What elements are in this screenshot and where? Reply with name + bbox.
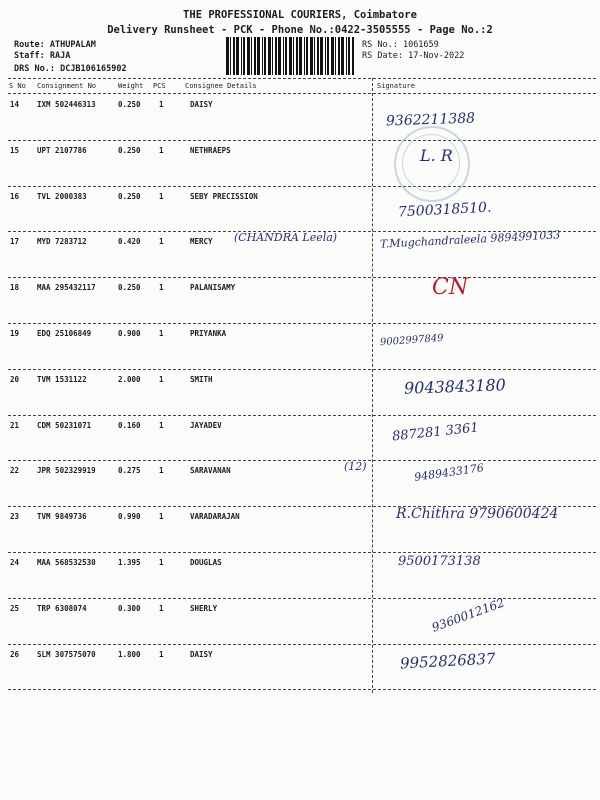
- col-consignment: Consignment No: [37, 82, 97, 90]
- barcode-bar: [278, 37, 281, 75]
- row-separator: [8, 369, 596, 370]
- row-pcs: 1: [159, 237, 164, 247]
- barcode-bar: [317, 37, 319, 75]
- barcode-bar: [264, 37, 266, 75]
- row-weight: 0.250: [118, 145, 141, 155]
- barcode-bar: [325, 37, 326, 75]
- row-weight: 0.160: [118, 420, 141, 430]
- row-weight: 0.275: [118, 466, 141, 476]
- barcode-bar: [243, 37, 245, 75]
- row-weight: 0.900: [118, 329, 141, 338]
- row-separator: [8, 689, 596, 690]
- row-consignment-no: UPT 2107786: [37, 145, 87, 155]
- row-consignment-no: EDQ 25106849: [37, 329, 92, 338]
- row-sno: 19: [10, 329, 20, 338]
- barcode-bar: [310, 37, 313, 75]
- table-header-rule: [8, 93, 596, 94]
- drs-label: DRS No.:: [14, 64, 55, 74]
- row-weight: 2.000: [118, 374, 141, 384]
- barcode-bar: [304, 37, 305, 75]
- row-pcs: 1: [159, 466, 164, 476]
- row-sno: 26: [10, 649, 20, 659]
- row-separator: [8, 323, 596, 324]
- barcode-bar: [241, 37, 242, 75]
- barcode-bar: [268, 37, 271, 75]
- row-weight: 0.990: [118, 512, 141, 522]
- signature: 9002997849: [379, 332, 444, 349]
- row-pcs: 1: [159, 329, 164, 338]
- rs-date-label: RS Date:: [362, 51, 403, 61]
- barcode-bar: [314, 37, 315, 75]
- row-consignment-no: JPR 502329919: [37, 466, 96, 476]
- row-sno: 15: [10, 145, 20, 155]
- row-separator: [8, 140, 596, 141]
- row-consignee: SMITH: [190, 374, 213, 384]
- row-pcs: 1: [159, 374, 164, 384]
- row-pcs: 1: [159, 420, 164, 430]
- row-consignment-no: TRP 6308074: [37, 603, 87, 613]
- barcode-bar: [230, 37, 231, 75]
- barcode-bar: [257, 37, 260, 75]
- row-sno: 16: [10, 191, 20, 201]
- route-row: [14, 40, 96, 50]
- signature: 9489433176: [413, 461, 485, 485]
- row-pcs: 1: [159, 191, 164, 201]
- barcode-bar: [320, 37, 323, 75]
- signature: T.Mugchandraleela 9894991033: [379, 228, 561, 252]
- row-consignment-no: IXM 502446313: [37, 100, 96, 109]
- row-weight: 0.300: [118, 603, 141, 613]
- row-sno: 23: [10, 512, 20, 522]
- row-pcs: 1: [159, 283, 164, 293]
- row-consignment-no: TVL 2000383: [37, 191, 87, 201]
- signature: 9362211388: [385, 110, 476, 130]
- row-separator: [8, 644, 596, 645]
- barcode-bar: [296, 37, 298, 75]
- signature: 9043843180: [403, 375, 507, 398]
- row-weight: 0.250: [118, 283, 141, 293]
- row-sno: 14: [10, 100, 20, 109]
- row-sno: 25: [10, 603, 20, 613]
- barcode-bar: [285, 37, 287, 75]
- row-consignment-no: TVM 9849736: [37, 512, 87, 522]
- row-pcs: 1: [159, 603, 164, 613]
- barcode-bar: [289, 37, 292, 75]
- row-consignment-no: MAA 568532530: [37, 558, 96, 567]
- barcode-bar: [306, 37, 308, 75]
- barcode-bar: [275, 37, 277, 75]
- row-consignee: MERCY: [190, 237, 213, 247]
- barcode-bar: [272, 37, 273, 75]
- route-label: Route:: [14, 40, 45, 50]
- barcode-bar: [327, 37, 329, 75]
- col-sno: S No: [9, 82, 26, 90]
- row-consignment-no: CDM 50231071: [37, 420, 92, 430]
- signature: R.Chithra 9790600424: [396, 506, 559, 523]
- barcode-bar: [348, 37, 350, 75]
- barcode-bar: [254, 37, 256, 75]
- barcode-bar: [346, 37, 347, 75]
- table-top-rule: [8, 78, 596, 79]
- row-consignment-no: MYD 7283712: [37, 237, 87, 247]
- drs-row: [14, 64, 127, 74]
- signature: 7500318510.: [397, 199, 492, 221]
- row-consignee: DOUGLAS: [190, 558, 222, 567]
- col-weight: Weight: [118, 82, 144, 90]
- barcode-bar: [352, 37, 354, 75]
- row-weight: 1.395: [118, 558, 141, 567]
- row-consignment-no: SLM 307575070: [37, 649, 96, 659]
- row-consignee: SHERLY: [190, 603, 218, 613]
- row-separator: [8, 186, 596, 187]
- signature: 9952826837: [399, 649, 496, 673]
- row-weight: 0.250: [118, 191, 141, 201]
- rs-date-row: [362, 51, 464, 61]
- runsheet-subtitle: Delivery Runsheet - PCK - Phone No.:0422-3505555 - Page No.:2: [107, 24, 493, 36]
- row-weight: 1.800: [118, 649, 141, 659]
- barcode-bar: [299, 37, 302, 75]
- handwritten-note: (12): [344, 460, 367, 474]
- rs-no-row: [362, 40, 439, 50]
- row-consignee: PALANISAMY: [190, 283, 236, 293]
- row-consignee: SARAVANAN: [190, 466, 231, 476]
- col-pcs: PCS: [153, 82, 166, 90]
- row-pcs: 1: [159, 145, 164, 155]
- row-separator: [8, 552, 596, 553]
- barcode-bar: [283, 37, 284, 75]
- rs-date-value: 17-Nov-2022: [408, 51, 465, 61]
- row-sno: 21: [10, 420, 20, 430]
- signature: 9360012162: [429, 595, 507, 635]
- row-separator: [8, 460, 596, 461]
- row-consignee: DAISY: [190, 649, 213, 659]
- barcode-bar: [226, 37, 229, 75]
- signature: 887281 3361: [391, 420, 480, 445]
- col-consignee: Consignee Details: [185, 82, 257, 90]
- row-consignee: DAISY: [190, 100, 213, 109]
- barcode: [226, 37, 354, 75]
- barcode-bar: [247, 37, 250, 75]
- row-pcs: 1: [159, 558, 164, 567]
- row-consignee: SEBY PRECISSION: [190, 191, 258, 201]
- drs-value: DCJB106165902: [60, 64, 127, 74]
- row-pcs: 1: [159, 512, 164, 522]
- company-title: THE PROFESSIONAL COURIERS, Coimbatore: [183, 9, 417, 21]
- barcode-bar: [293, 37, 294, 75]
- row-consignee: VARADARAJAN: [190, 512, 240, 522]
- row-weight: 0.420: [118, 237, 141, 247]
- row-sno: 17: [10, 237, 20, 247]
- row-pcs: 1: [159, 649, 164, 659]
- signature-column-divider: [372, 78, 373, 693]
- row-consignee: PRIYANKA: [190, 329, 227, 338]
- handwritten-note: (CHANDRA Leela): [234, 231, 338, 245]
- barcode-bar: [341, 37, 344, 75]
- barcode-bar: [331, 37, 334, 75]
- barcode-bar: [262, 37, 263, 75]
- row-pcs: 1: [159, 100, 164, 109]
- barcode-bar: [233, 37, 235, 75]
- row-consignee: NETHRAEPS: [190, 145, 231, 155]
- row-sno: 20: [10, 374, 20, 384]
- row-separator: [8, 598, 596, 599]
- row-separator: [8, 277, 596, 278]
- row-sno: 22: [10, 466, 20, 476]
- rs-no-value: 1061659: [402, 40, 439, 50]
- barcode-bar: [251, 37, 252, 75]
- signature: 9500173138: [398, 554, 481, 569]
- barcode-bar: [338, 37, 340, 75]
- row-consignment-no: MAA 295432117: [37, 283, 96, 293]
- route-value: ATHUPALAM: [49, 40, 96, 50]
- row-sno: 18: [10, 283, 20, 293]
- barcode-bar: [236, 37, 239, 75]
- delivery-stamp-inner: [402, 134, 460, 192]
- signature: L. R: [420, 145, 453, 165]
- row-sno: 24: [10, 558, 20, 567]
- row-consignment-no: TVM 1531122: [37, 374, 87, 384]
- row-separator: [8, 415, 596, 416]
- staff-value: RAJA: [49, 51, 71, 61]
- col-signature: Signature: [377, 82, 415, 90]
- staff-row: [14, 51, 70, 61]
- barcode-bar: [335, 37, 336, 75]
- row-consignee: JAYADEV: [190, 420, 222, 430]
- signature: CN: [432, 275, 469, 301]
- staff-label: Staff:: [14, 51, 45, 61]
- row-weight: 0.250: [118, 100, 141, 109]
- rs-no-label: RS No.:: [362, 40, 398, 50]
